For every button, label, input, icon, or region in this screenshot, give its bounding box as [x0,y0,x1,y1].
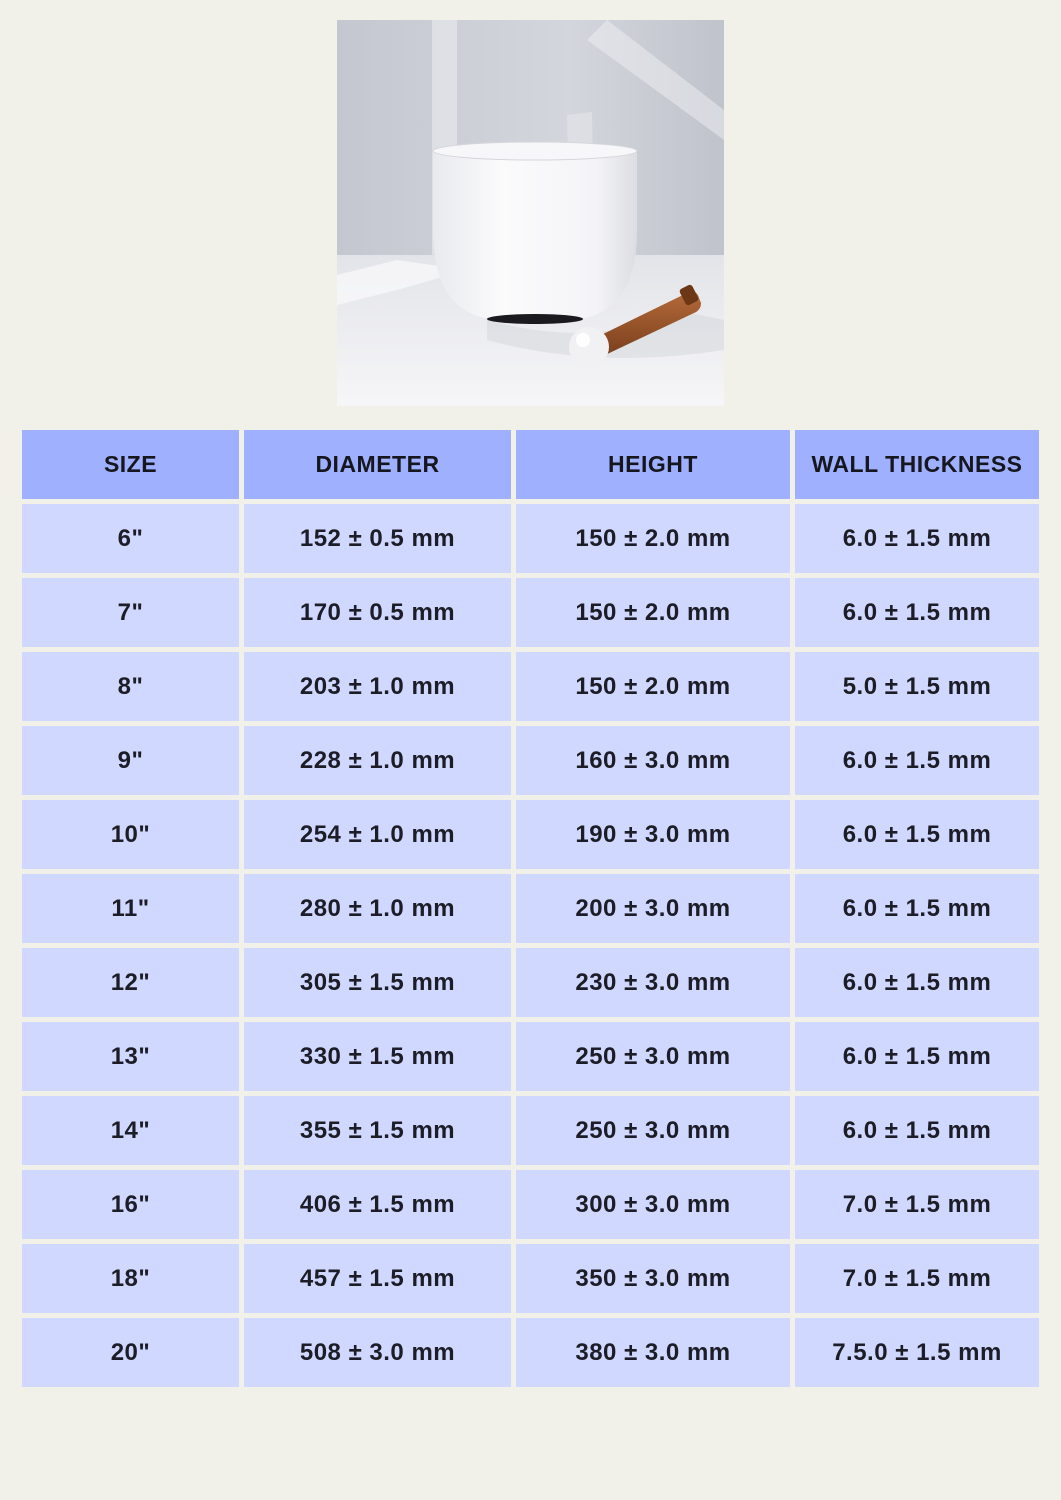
cell-diameter: 355 ± 1.5 mm [244,1096,511,1165]
cell-diameter: 152 ± 0.5 mm [244,504,511,573]
cell-diameter: 280 ± 1.0 mm [244,874,511,943]
cell-diameter: 228 ± 1.0 mm [244,726,511,795]
cell-wall-thickness: 6.0 ± 1.5 mm [795,1022,1039,1091]
cell-height: 160 ± 3.0 mm [516,726,790,795]
cell-diameter: 457 ± 1.5 mm [244,1244,511,1313]
cell-wall-thickness: 6.0 ± 1.5 mm [795,578,1039,647]
header-size: SIZE [22,430,239,499]
cell-height: 230 ± 3.0 mm [516,948,790,1017]
cell-size: 18" [22,1244,239,1313]
cell-wall-thickness: 6.0 ± 1.5 mm [795,948,1039,1017]
cell-diameter: 170 ± 0.5 mm [244,578,511,647]
cell-wall-thickness: 7.0 ± 1.5 mm [795,1170,1039,1239]
cell-height: 250 ± 3.0 mm [516,1022,790,1091]
size-table [22,430,1039,1387]
cell-size: 16" [22,1170,239,1239]
cell-size: 8" [22,652,239,721]
cell-size: 14" [22,1096,239,1165]
header-wall-thickness: WALL THICKNESS [795,430,1039,499]
cell-size: 12" [22,948,239,1017]
cell-height: 250 ± 3.0 mm [516,1096,790,1165]
cell-wall-thickness: 6.0 ± 1.5 mm [795,726,1039,795]
singing-bowl-illustration [337,20,724,406]
cell-wall-thickness: 5.0 ± 1.5 mm [795,652,1039,721]
product-photo [337,20,724,406]
cell-height: 350 ± 3.0 mm [516,1244,790,1313]
header-height: HEIGHT [516,430,790,499]
cell-diameter: 330 ± 1.5 mm [244,1022,511,1091]
cell-wall-thickness: 6.0 ± 1.5 mm [795,800,1039,869]
cell-size: 10" [22,800,239,869]
cell-diameter: 203 ± 1.0 mm [244,652,511,721]
cell-diameter: 305 ± 1.5 mm [244,948,511,1017]
cell-wall-thickness: 6.0 ± 1.5 mm [795,1096,1039,1165]
cell-height: 200 ± 3.0 mm [516,874,790,943]
cell-height: 190 ± 3.0 mm [516,800,790,869]
cell-wall-thickness: 7.0 ± 1.5 mm [795,1244,1039,1313]
cell-diameter: 254 ± 1.0 mm [244,800,511,869]
cell-height: 380 ± 3.0 mm [516,1318,790,1387]
cell-wall-thickness: 6.0 ± 1.5 mm [795,504,1039,573]
cell-size: 11" [22,874,239,943]
cell-size: 6" [22,504,239,573]
cell-height: 150 ± 2.0 mm [516,504,790,573]
cell-height: 300 ± 3.0 mm [516,1170,790,1239]
cell-size: 9" [22,726,239,795]
cell-size: 20" [22,1318,239,1387]
cell-height: 150 ± 2.0 mm [516,652,790,721]
cell-size: 7" [22,578,239,647]
cell-wall-thickness: 7.5.0 ± 1.5 mm [795,1318,1039,1387]
cell-wall-thickness: 6.0 ± 1.5 mm [795,874,1039,943]
cell-size: 13" [22,1022,239,1091]
header-diameter: DIAMETER [244,430,511,499]
cell-height: 150 ± 2.0 mm [516,578,790,647]
cell-diameter: 406 ± 1.5 mm [244,1170,511,1239]
cell-diameter: 508 ± 3.0 mm [244,1318,511,1387]
